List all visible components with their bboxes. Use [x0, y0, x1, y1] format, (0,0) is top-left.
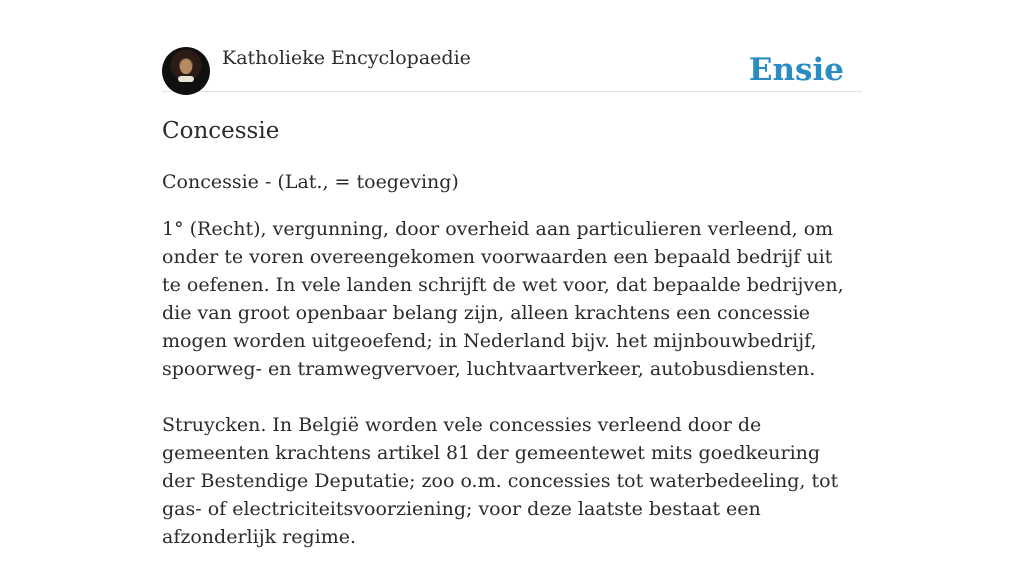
avatar-face-shape — [180, 59, 192, 74]
article-paragraph: 1° (Recht), vergunning, door overheid aan particulieren verleend, om onder te voren overeengekomen voorwaarden een bepaald bedrijf uit te oefenen. In vele landen schrijft de wet voor, dat bepaalde bedrijven, die van groot openbaar belang zijn, alleen krachtens een concessie mogen worden uitgeoefend; in Nederland bijv. het mijnbouwbedrijf, spoorweg- en tramwegvervoer, luchtvaartverkeer, autobusdiensten. — [162, 218, 844, 380]
brand-logo-link[interactable]: Ensie — [748, 52, 844, 88]
article-lead: Concessie - (Lat., = toegeving) — [162, 171, 459, 193]
site-name-link[interactable]: Katholieke Encyclopaedie — [222, 47, 471, 69]
avatar[interactable] — [162, 47, 210, 95]
page-title: Concessie — [162, 118, 280, 144]
article-body — [162, 215, 852, 579]
page-container — [162, 0, 862, 548]
avatar-collar-shape — [178, 76, 194, 82]
site-header — [162, 0, 862, 92]
article-paragraph: Struycken. In België worden vele concessies verleend door de gemeenten krachtens artikel 81 der gemeentewet mits goedkeuring der Bestendige Deputatie; zoo o.m. concessies tot waterbedeeling, tot gas- of electriciteitsvoorziening; voor deze laatste bestaat een afzonderlijk regime. — [162, 414, 839, 548]
